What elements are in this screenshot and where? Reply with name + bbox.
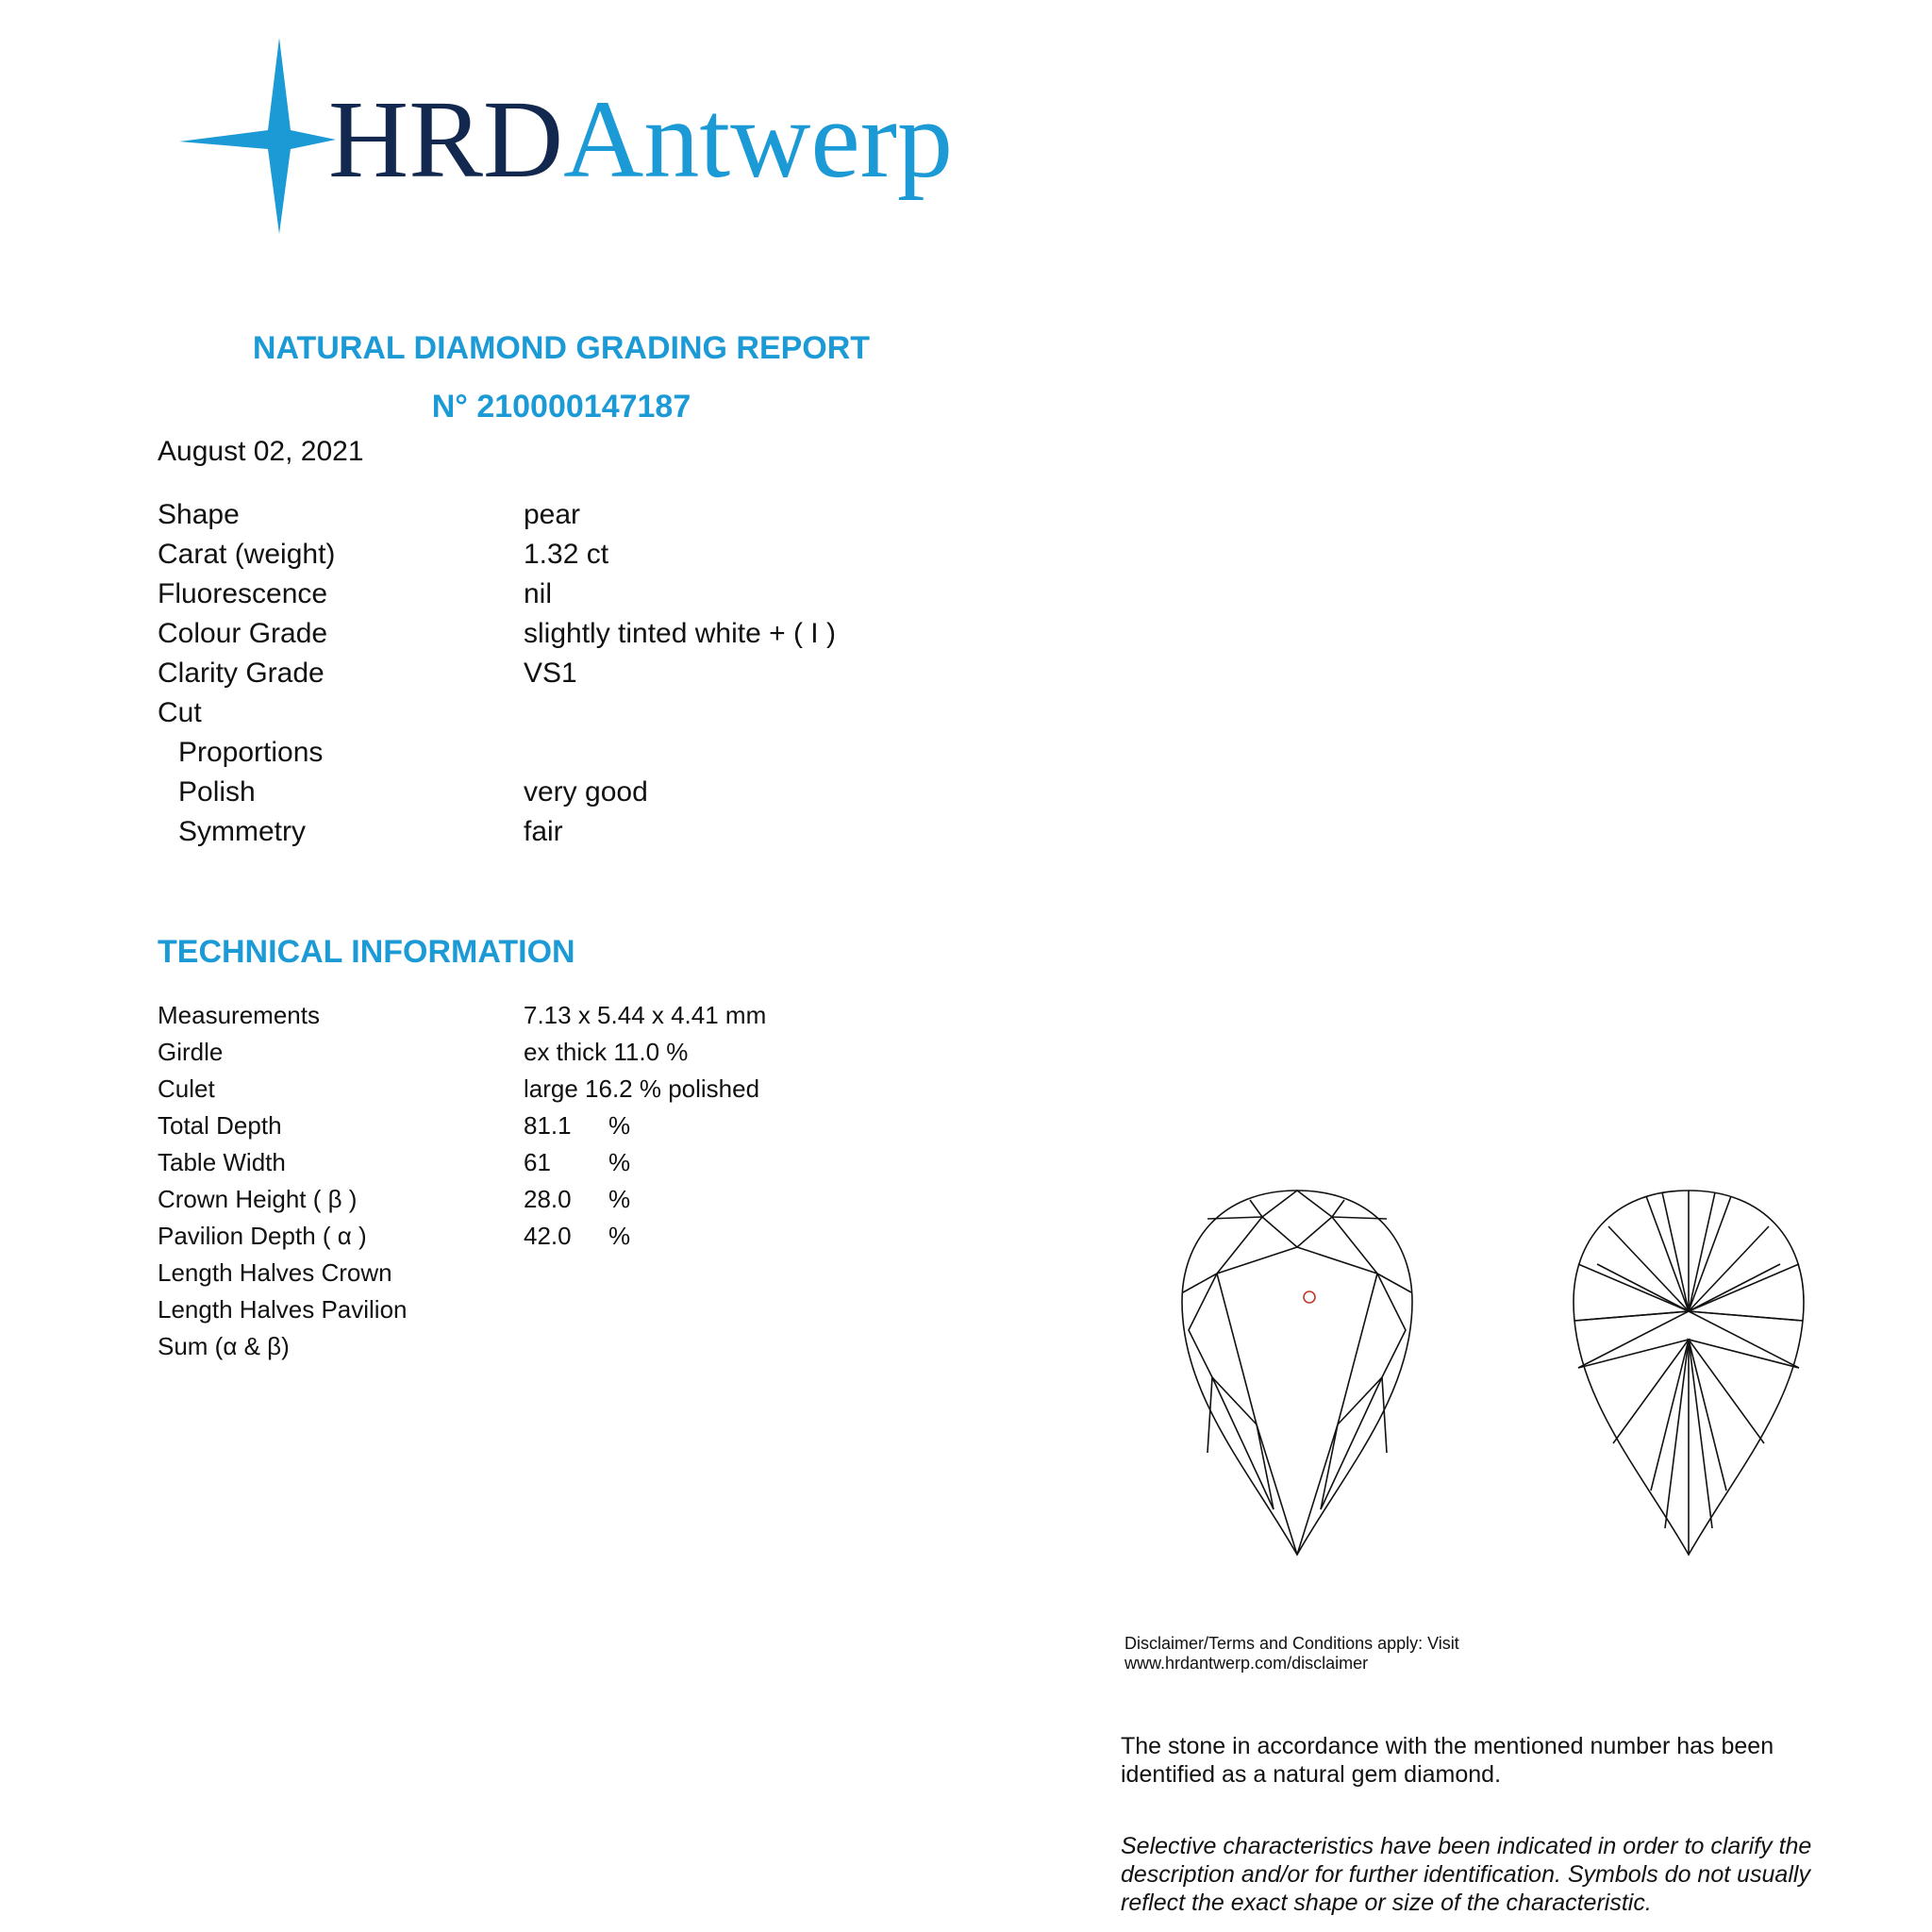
grade-value: 1.32 ct — [524, 539, 609, 570]
tech-value: 81.1 — [524, 1111, 572, 1140]
grade-value: VS1 — [524, 658, 577, 689]
tech-value: 42.0 — [524, 1222, 572, 1250]
grade-label: Polish — [178, 776, 256, 808]
tech-unit: % — [608, 1111, 631, 1140]
tech-label: Pavilion Depth ( α ) — [158, 1222, 367, 1250]
tech-label: Table Width — [158, 1148, 286, 1176]
disclaimer-link[interactable]: www.hrdantwerp.com/disclaimer — [1124, 1654, 1369, 1673]
tech-label: Girdle — [158, 1038, 224, 1066]
grade-value: nil — [524, 578, 553, 609]
grade-value: slightly tinted white + ( I ) — [524, 618, 836, 649]
hrd-antwerp-logo — [170, 28, 962, 245]
tech-label: Sum (α & β) — [158, 1332, 290, 1360]
inclusion-marker — [1304, 1291, 1315, 1303]
grade-value: very good — [524, 776, 648, 808]
technical-info-title: TECHNICAL INFORMATION — [158, 934, 575, 970]
grade-label: Carat (weight) — [158, 539, 336, 570]
tech-label: Length Halves Pavilion — [158, 1295, 408, 1324]
tech-label: Total Depth — [158, 1111, 282, 1140]
tech-value: 61 — [524, 1148, 551, 1176]
grade-label: Clarity Grade — [158, 658, 325, 689]
disclaimer-text — [1124, 1634, 1459, 1674]
grade-label: Colour Grade — [158, 618, 328, 649]
pear-pavilion-diagram-icon — [1571, 1189, 1807, 1557]
tech-unit: % — [608, 1148, 631, 1176]
tech-label: Measurements — [158, 1001, 320, 1029]
report-title: NATURAL DIAMOND GRADING REPORT — [252, 330, 871, 366]
logo-wordmark-antwerp: Antwerp — [563, 77, 954, 201]
tech-value: 28.0 — [524, 1185, 572, 1213]
tech-value: large 16.2 % polished — [524, 1074, 760, 1103]
report-number: N° 210000147187 — [431, 389, 691, 425]
grade-label: Shape — [158, 499, 240, 530]
grade-value: pear — [524, 499, 581, 530]
grade-label: Cut — [158, 697, 202, 728]
tech-unit: % — [608, 1222, 631, 1250]
selective-characteristics-note: Selective characteristics have been indicated in order to clarify the description and/or for further identification. Symbols do not usually reflect the exact shape or size of the characteristic. — [1121, 1833, 1812, 1916]
disclaimer-line-1: Disclaimer/Terms and Conditions apply: Visit — [1124, 1634, 1459, 1653]
tech-label: Culet — [158, 1074, 215, 1103]
tech-value: 7.13 x 5.44 x 4.41 mm — [524, 1001, 767, 1029]
grade-label: Fluorescence — [158, 578, 328, 609]
tech-label: Crown Height ( β ) — [158, 1185, 358, 1213]
tech-label: Length Halves Crown — [158, 1258, 392, 1287]
tech-unit: % — [608, 1185, 631, 1213]
pear-crown-diagram-icon — [1179, 1189, 1415, 1557]
svg-text:HRDAntwerp — [328, 77, 953, 201]
grade-value: fair — [524, 816, 563, 847]
report-date: August 02, 2021 — [158, 436, 364, 467]
grade-label: Proportions — [178, 737, 324, 768]
tech-value: ex thick 11.0 % — [524, 1038, 689, 1066]
grade-label: Symmetry — [178, 816, 306, 847]
identification-statement: The stone in accordance with the mentioned number has been identified as a natural gem diamond. — [1121, 1733, 1774, 1788]
star-sparkle-icon — [179, 38, 336, 234]
logo-wordmark-hrd: HRD — [328, 77, 564, 201]
